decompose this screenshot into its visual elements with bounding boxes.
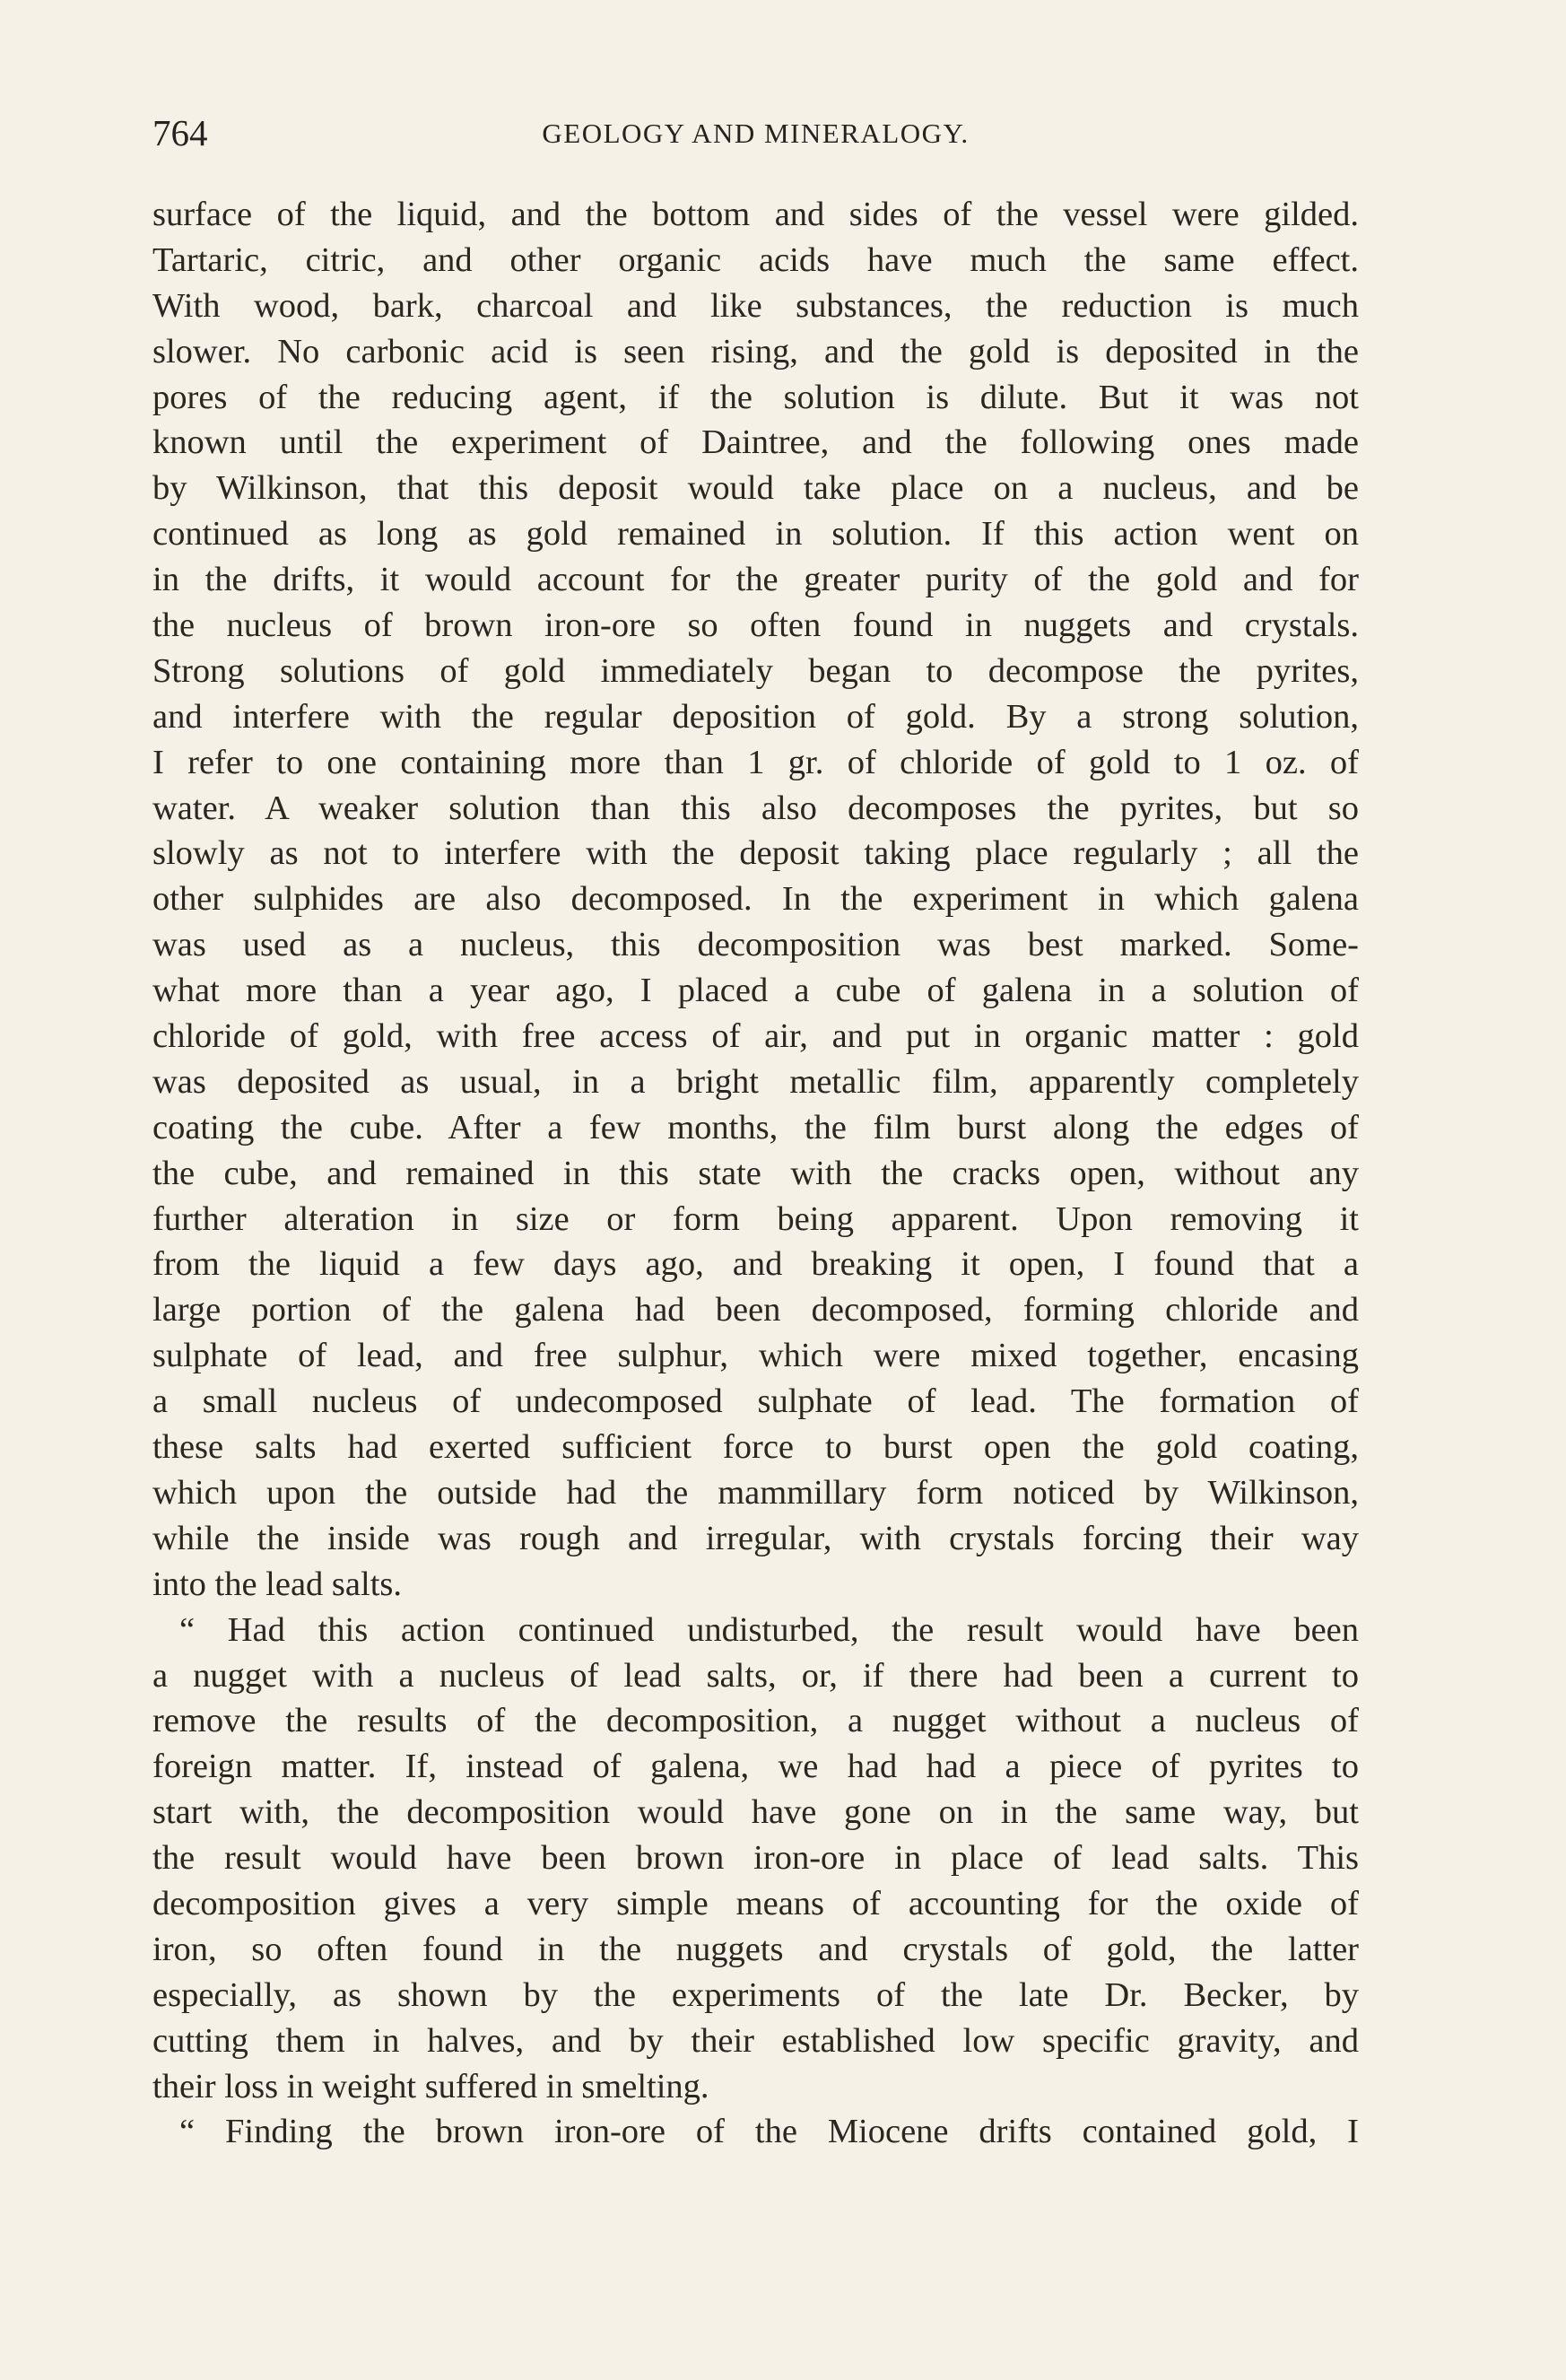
text-line: what more than a year ago, I placed a cube of galena in a solution of [152, 972, 1359, 1010]
text-line: foreign matter. If, instead of galena, we had had a piece of pyrites to [152, 1748, 1359, 1786]
text-line: I refer to one containing more than 1 gr. of chloride of gold to 1 oz. of [152, 743, 1359, 781]
text-line: other sulphides are also decomposed. In the experiment in which galena [152, 880, 1359, 919]
paragraph-end-line: into the lead salts. [152, 1565, 402, 1603]
text-line: and interfere with the regular deposition of gold. By a strong solution, [152, 697, 1359, 736]
text-line: a nugget with a nucleus of lead salts, or, if there had been a current to [152, 1656, 1359, 1695]
text-line: a small nucleus of undecomposed sulphate of lead. The formation of [152, 1382, 1359, 1421]
text-line: cutting them in halves, and by their established low specific gravity, and [152, 2021, 1359, 2060]
text-line: With wood, bark, charcoal and like substances, the reduction is much [152, 286, 1359, 325]
text-line: from the liquid a few days ago, and breaking it open, I found that a [152, 1245, 1359, 1284]
text-line: slowly as not to interfere with the deposit taking place regularly ; all the [152, 834, 1359, 873]
text-line: Tartaric, citric, and other organic acids have much the same effect. [152, 240, 1359, 279]
page-header [152, 106, 1359, 160]
text-line: decomposition gives a very simple means of accounting for the oxide of [152, 1884, 1359, 1922]
text-line: water. A weaker solution than this also decomposes the pyrites, but so [152, 789, 1359, 827]
text-line: these salts had exerted sufficient force to burst open the gold coating, [152, 1428, 1359, 1467]
text-line: coating the cube. After a few months, the film burst along the edges of [152, 1108, 1359, 1146]
text-line: further alteration in size or form being apparent. Upon removing it [152, 1199, 1359, 1238]
text-line: the cube, and remained in this state with the cracks open, without any [152, 1154, 1359, 1192]
body-text [152, 192, 1359, 2155]
paragraph-end-line: their loss in weight suffered in smelting. [152, 2067, 709, 2105]
text-line: remove the results of the decomposition, a nugget without a nucleus of [152, 1702, 1359, 1740]
page-number: 764 [152, 112, 208, 153]
text-line: which upon the outside had the mammillary form noticed by Wilkinson, [152, 1473, 1359, 1512]
text-line: iron, so often found in the nuggets and crystals of gold, the latter [152, 1930, 1359, 1968]
text-line: continued as long as gold remained in solution. If this action went on [152, 515, 1359, 554]
text-line: while the inside was rough and irregular, with crystals forcing their way [152, 1519, 1359, 1557]
text-line: known until the experiment of Daintree, and the following ones made [152, 423, 1359, 462]
text-line: was used as a nucleus, this decomposition was best marked. Some- [152, 926, 1359, 964]
text-line: by Wilkinson, that this deposit would take place on a nucleus, and be [152, 469, 1359, 508]
text-line: sulphate of lead, and free sulphur, which were mixed together, encasing [152, 1337, 1359, 1375]
text-line: surface of the liquid, and the bottom and sides of the vessel were gilded. [152, 196, 1359, 233]
text-line: start with, the decomposition would have gone on in the same way, but [152, 1793, 1359, 1832]
text-line: the nucleus of brown iron-ore so often found in nuggets and crystals. [152, 606, 1359, 645]
text-line: was deposited as usual, in a bright metallic film, apparently completely [152, 1062, 1359, 1101]
text-line: large portion of the galena had been decomposed, forming chloride and [152, 1291, 1359, 1329]
text-line: slower. No carbonic acid is seen rising, and the gold is deposited in the [152, 332, 1359, 371]
text-line: in the drifts, it would account for the greater purity of the gold and for [152, 561, 1359, 599]
text-line: the result would have been brown iron-ore in place of lead salts. This [152, 1839, 1359, 1878]
paragraph-start-line: “ Had this action continued undisturbed, the result would have been [179, 1610, 1359, 1649]
text-line: chloride of gold, with free access of air, and put in organic matter : gold [152, 1017, 1359, 1056]
text-line: especially, as shown by the experiments of the late Dr. Becker, by [152, 1975, 1359, 2014]
text-line: Strong solutions of gold immediately began to decompose the pyrites, [152, 651, 1359, 690]
text-line: pores of the reducing agent, if the solution is dilute. But it was not [152, 378, 1359, 416]
running-title: GEOLOGY AND MINERALOGY. [542, 118, 970, 149]
paragraph-start-line: “ Finding the brown iron-ore of the Miocene drifts contained gold, I [179, 2113, 1359, 2151]
